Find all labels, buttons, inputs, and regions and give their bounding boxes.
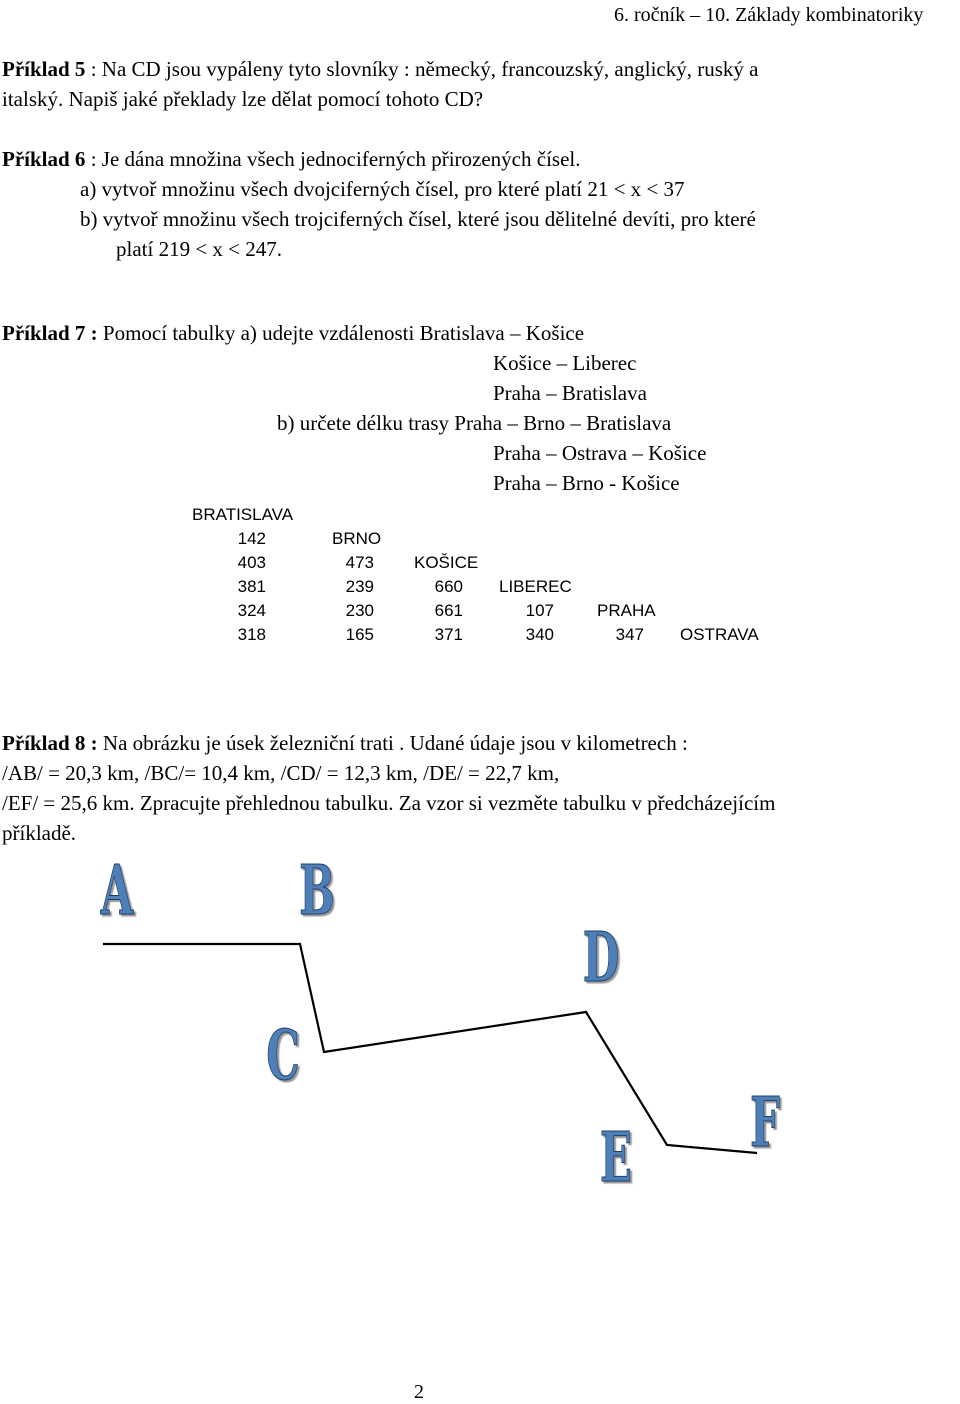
point-label-a: A [100, 851, 134, 931]
point-label-c: C [266, 1016, 300, 1096]
example-7-line-4: b) určete délku trasy Praha – Brno – Bratislava [277, 411, 672, 435]
distance-cell: 230 [345, 601, 374, 620]
distance-cell: 165 [345, 625, 374, 644]
example-7-line-2: Košice – Liberec [493, 351, 637, 375]
distance-cell: 340 [525, 625, 554, 644]
example-6-item-a: a) vytvoř množinu všech dvojciferných čísel, pro které platí 21 < x < 37 [80, 177, 685, 201]
example-7-label: Příklad 7 : [2, 321, 98, 345]
city-bratislava: BRATISLAVA [192, 505, 294, 524]
example-8-line-4: příkladě. [2, 821, 77, 845]
example-6-label: Příklad 6 [2, 147, 86, 171]
example-7-line-5: Praha – Ostrava – Košice [493, 441, 707, 465]
point-label-e: E [599, 1118, 633, 1198]
railway-track-line [103, 944, 757, 1153]
example-6-item-b-line-2: platí 219 < x < 247. [116, 237, 283, 261]
distance-cell: 142 [237, 529, 266, 548]
distance-cell: 661 [434, 601, 463, 620]
point-label-d: D [582, 918, 620, 998]
city-ostrava: OSTRAVA [680, 625, 759, 644]
example-7-line-3: Praha – Bratislava [493, 381, 647, 405]
example-8-text-1: Na obrázku je úsek železniční trati . Udané údaje jsou v kilometrech : [97, 731, 688, 755]
example-8-line-3: /EF/ = 25,6 km. Zpracujte přehlednou tabulku. Za vzor si vezměte tabulku v předcházejícím [2, 791, 776, 815]
example-8-line-2: /AB/ = 20,3 km, /BC/= 10,4 km, /CD/ = 12,3 km, /DE/ = 22,7 km, [2, 761, 560, 785]
city-praha: PRAHA [597, 601, 656, 620]
distance-cell: 239 [345, 577, 374, 596]
distance-cell: 107 [525, 601, 554, 620]
example-6-text: : Je dána množina všech jednociferných přirozených čísel. [85, 147, 581, 171]
city-liberec: LIBEREC [499, 577, 572, 596]
example-5-text-1: : Na CD jsou vypáleny tyto slovníky : německý, francouzský, anglický, ruský a [85, 57, 759, 81]
example-7-line-6: Praha – Brno - Košice [493, 471, 680, 495]
example-8-label: Příklad 8 : [2, 731, 98, 755]
distance-cell: 324 [237, 601, 266, 620]
page-number: 2 [414, 1381, 424, 1403]
example-7-text-1: Pomocí tabulky a) udejte vzdálenosti Bratislava – Košice [97, 321, 585, 345]
distance-cell: 381 [237, 577, 266, 596]
distance-cell: 371 [434, 625, 463, 644]
point-label-f: F [750, 1083, 780, 1163]
example-6-item-b-line-1: b) vytvoř množinu všech trojciferných čísel, které jsou dělitelné devíti, pro které [80, 207, 756, 231]
example-5-line-2: italský. Napiš jaké překlady lze dělat pomocí tohoto CD? [2, 87, 484, 111]
point-label-b: B [299, 851, 335, 931]
city-brno: BRNO [332, 529, 382, 548]
distance-cell: 660 [434, 577, 463, 596]
city-kosice: KOŠICE [414, 553, 479, 572]
distance-cell: 347 [615, 625, 644, 644]
distance-cell: 403 [237, 553, 266, 572]
example-5-label: Příklad 5 [2, 57, 86, 81]
distance-cell: 473 [345, 553, 374, 572]
page-header: 6. ročník – 10. Základy kombinatoriky [614, 4, 924, 26]
distance-cell: 318 [237, 625, 266, 644]
